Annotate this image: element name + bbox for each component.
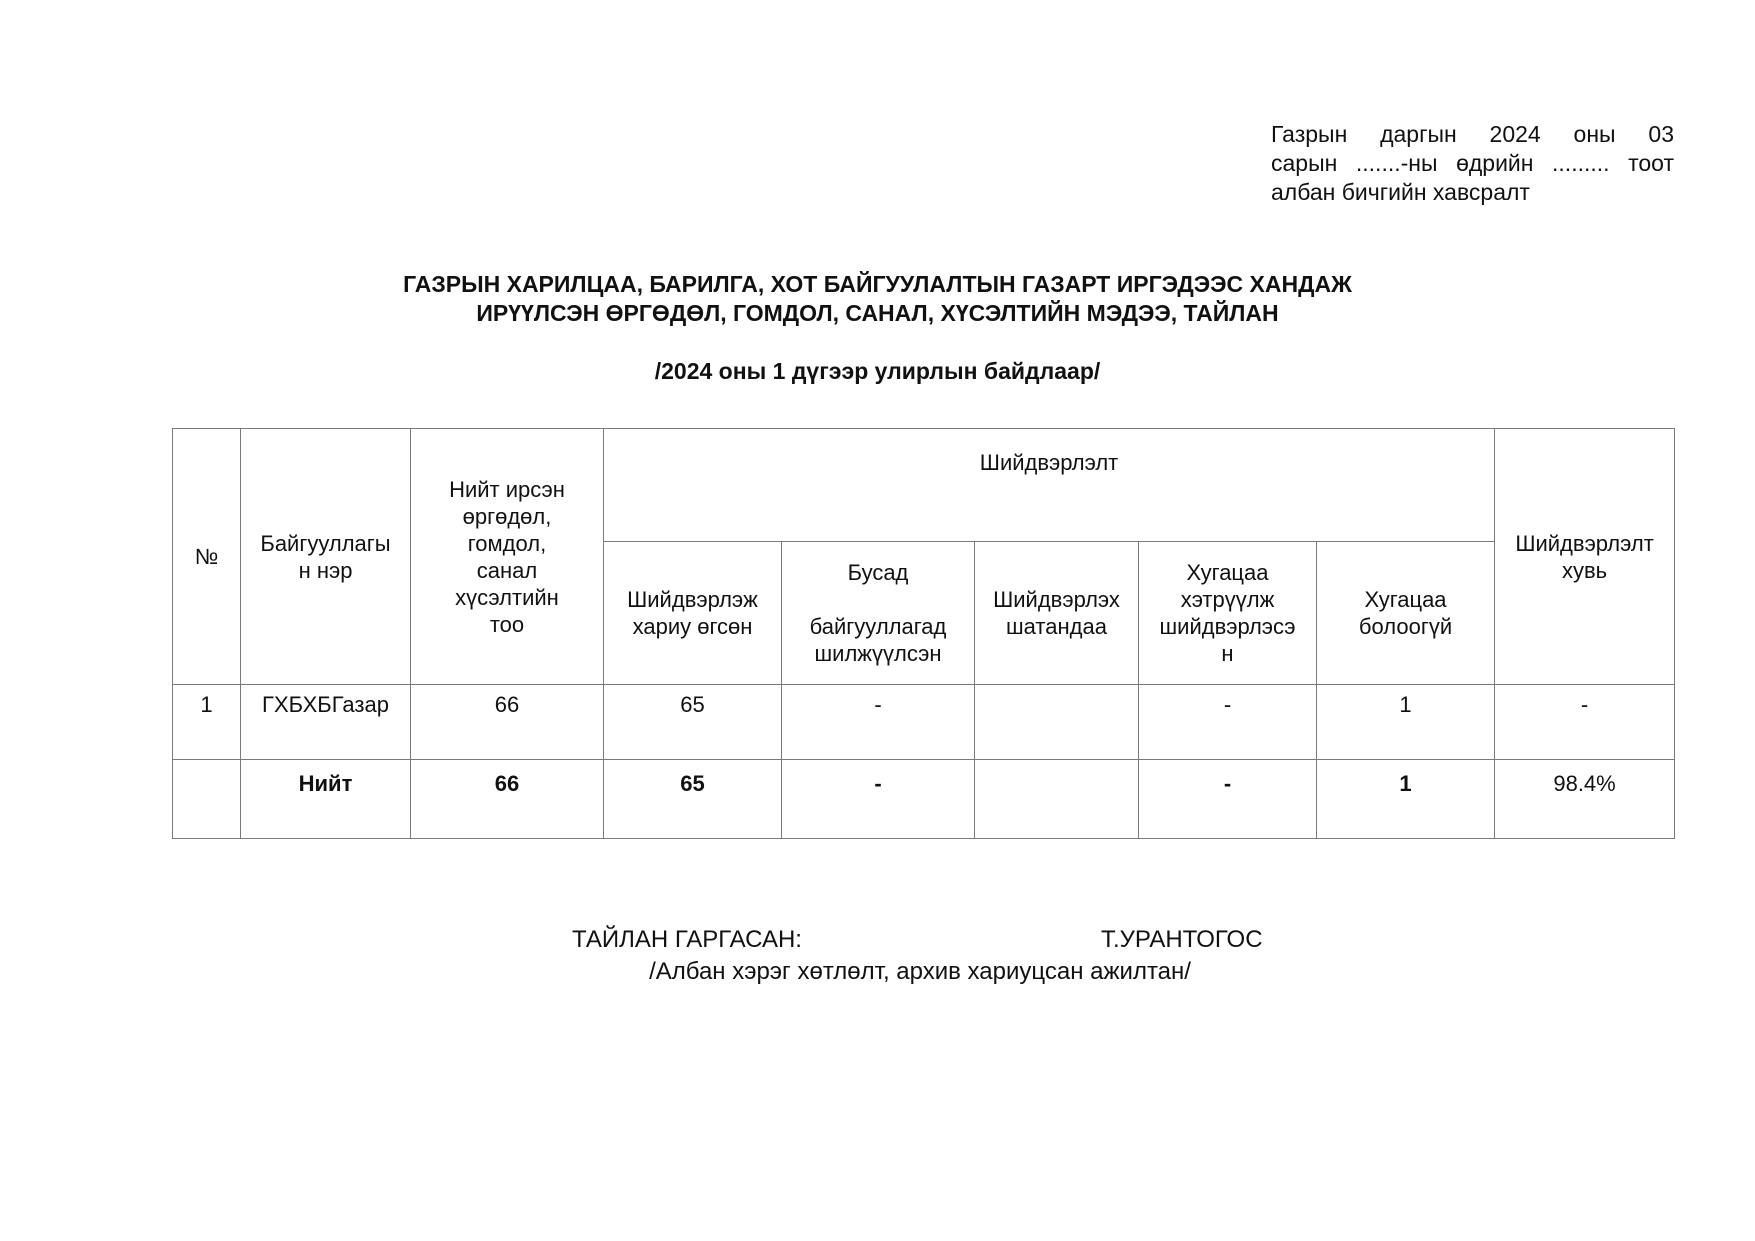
header-not-due: Хугацаа болоогүй <box>1317 542 1495 685</box>
header-resolution-rate: Шийдвэрлэлт хувь <box>1495 429 1675 685</box>
signature-name: Т.УРАНТОГОС <box>1101 926 1263 953</box>
header-transferred: Бусад байгууллагад шилжүүлсэн <box>782 542 975 685</box>
signature-label: ТАЙЛАН ГАРГАСАН: <box>572 926 802 953</box>
total-transferred: - <box>782 760 975 839</box>
cell-number: 1 <box>173 685 241 760</box>
total-not-due: 1 <box>1317 760 1495 839</box>
cell-in-progress <box>975 685 1139 760</box>
header-overdue-resolved: Хугацаа хэтрүүлж шийдвэрлэсэ н <box>1139 542 1317 685</box>
table-row <box>173 685 1675 760</box>
cell-resolved-answered: 65 <box>604 685 782 760</box>
cell-overdue-resolved: - <box>1139 685 1317 760</box>
header-org-name: Байгууллагы н нэр <box>241 429 411 685</box>
total-label: Нийт <box>241 760 411 839</box>
cell-org-name: ГХБХБГазар <box>241 685 411 760</box>
report-table <box>172 428 1675 839</box>
total-resolved-answered: 65 <box>604 760 782 839</box>
header-in-progress: Шийдвэрлэх шатандаа <box>975 542 1139 685</box>
table-total-row <box>173 760 1675 839</box>
total-resolution-rate: 98.4% <box>1495 760 1675 839</box>
attachment-note-line-3: албан бичгийн хавсралт <box>1271 179 1530 205</box>
document-title-line-1: ГАЗРЫН ХАРИЛЦАА, БАРИЛГА, ХОТ БАЙГУУЛАЛТЫН ГАЗАРТ ИРГЭДЭЭС ХАНДАЖ <box>403 271 1352 297</box>
total-cell-number <box>173 760 241 839</box>
header-number: № <box>173 429 241 685</box>
total-overdue-resolved: - <box>1139 760 1317 839</box>
total-in-progress <box>975 760 1139 839</box>
header-resolved-answered: Шийдвэрлэж хариу өгсөн <box>604 542 782 685</box>
attachment-note-line-2: сарын .......-ны өдрийн ......... тоот <box>1271 150 1674 176</box>
header-resolution-group: Шийдвэрлэлт <box>604 429 1495 542</box>
total-received: 66 <box>411 760 604 839</box>
attachment-note <box>1271 120 1674 207</box>
document-subtitle: /2024 оны 1 дүгээр улирлын байдлаар/ <box>654 358 1101 384</box>
cell-resolution-rate: - <box>1495 685 1675 760</box>
cell-transferred: - <box>782 685 975 760</box>
table-header-row <box>173 429 1675 542</box>
cell-total-received: 66 <box>411 685 604 760</box>
header-total-received: Нийт ирсэн өргөдөл, гомдол, санал хүсэлтийн тоо <box>411 429 604 685</box>
cell-not-due: 1 <box>1317 685 1495 760</box>
signature-role: /Албан хэрэг хөтлөлт, архив хариуцсан ажилтан/ <box>649 958 1191 985</box>
document-title-line-2: ИРҮҮЛСЭН ӨРГӨДӨЛ, ГОМДОЛ, САНАЛ, ХҮСЭЛТИЙН МЭДЭЭ, ТАЙЛАН <box>476 300 1279 326</box>
document-title <box>300 270 1455 328</box>
attachment-note-line-1: Газрын даргын 2024 оны 03 <box>1271 121 1674 147</box>
